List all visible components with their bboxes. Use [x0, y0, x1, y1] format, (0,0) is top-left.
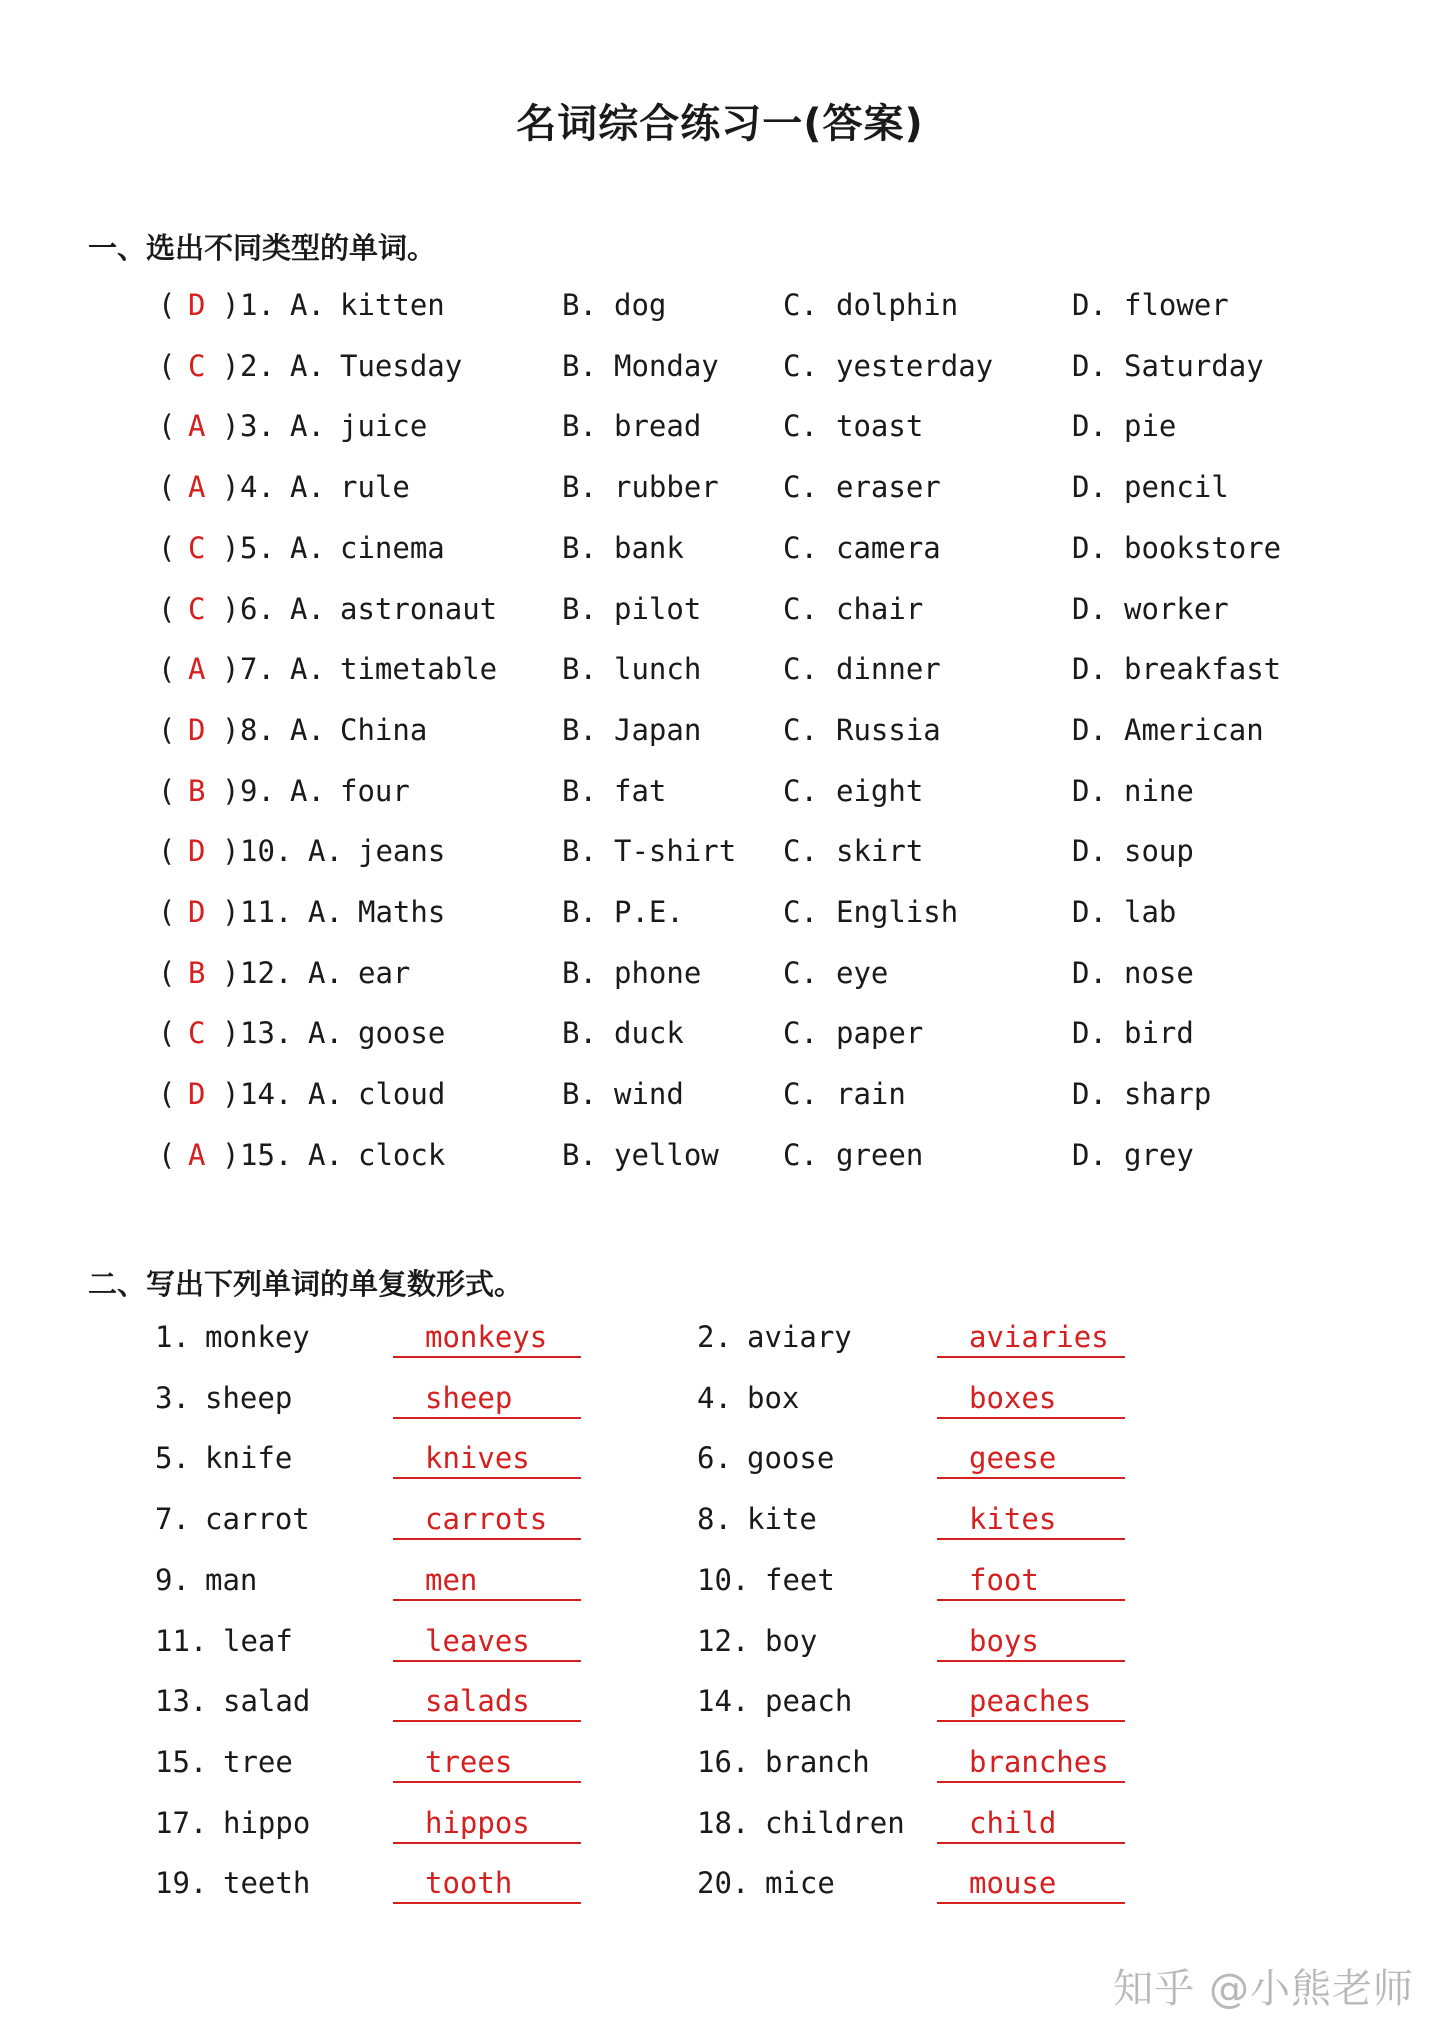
- option-d-label: D.: [1072, 288, 1107, 322]
- item-number: 17.: [155, 1805, 208, 1840]
- item-number: 7.: [155, 1502, 190, 1537]
- item-number: 1.: [155, 1320, 190, 1354]
- given-word: knife: [205, 1441, 293, 1476]
- answer-letter: D: [188, 712, 206, 747]
- paren-close: ): [222, 288, 240, 322]
- paren-close: ): [222, 348, 240, 383]
- option-b-label: B.: [562, 1016, 597, 1051]
- option-a-label: A.: [290, 652, 325, 687]
- word-row: [0, 1684, 1440, 1734]
- option-a-word: juice: [340, 409, 428, 444]
- option-d-label: D.: [1072, 470, 1107, 505]
- answer-letter: C: [188, 348, 206, 383]
- answer-letter: A: [188, 1137, 206, 1172]
- option-d-word: sharp: [1124, 1077, 1212, 1112]
- paren-close: ): [222, 409, 240, 444]
- page-title: 名词综合练习一(答案): [516, 101, 924, 147]
- option-a-label: A.: [290, 591, 325, 626]
- question-number: 9.: [240, 773, 275, 808]
- option-d-word: breakfast: [1124, 652, 1282, 687]
- option-b-word: P.E.: [614, 895, 684, 929]
- option-a-label: A.: [308, 955, 343, 990]
- answer-blank: salads: [393, 1684, 581, 1722]
- option-b-label: B.: [562, 1137, 597, 1172]
- word-row: [0, 1320, 1440, 1370]
- option-a-label: A.: [290, 712, 325, 747]
- option-a-label: A.: [308, 895, 343, 929]
- option-c-word: green: [836, 1137, 924, 1172]
- given-word: teeth: [223, 1866, 311, 1901]
- option-a-word: four: [340, 773, 410, 808]
- paren-open: (: [158, 470, 176, 505]
- question-number: 6.: [240, 591, 275, 626]
- option-a-label: A.: [290, 530, 325, 565]
- option-c-word: chair: [836, 591, 924, 626]
- option-c-label: C.: [783, 348, 818, 383]
- answer-letter: D: [188, 895, 206, 929]
- item-number: 18.: [697, 1805, 750, 1840]
- option-c-label: C.: [783, 895, 818, 929]
- given-word: feet: [765, 1562, 835, 1597]
- answer-letter: C: [188, 530, 206, 565]
- option-d-word: bookstore: [1124, 530, 1282, 565]
- given-word: hippo: [223, 1805, 311, 1840]
- paren-open: (: [158, 955, 176, 990]
- answer-letter: A: [188, 409, 206, 444]
- answer-blank: boxes: [937, 1381, 1125, 1419]
- option-b-label: B.: [562, 348, 597, 383]
- answer-blank: hippos: [393, 1806, 581, 1844]
- option-d-label: D.: [1072, 348, 1107, 383]
- question-row: [0, 713, 1440, 763]
- item-number: 6.: [697, 1441, 732, 1476]
- given-word: peach: [765, 1684, 853, 1719]
- given-word: mice: [765, 1866, 835, 1901]
- option-d-word: American: [1124, 712, 1264, 747]
- question-row: [0, 652, 1440, 702]
- option-b-word: fat: [614, 773, 667, 808]
- option-b-word: yellow: [614, 1137, 719, 1172]
- answer-blank: men: [393, 1563, 581, 1601]
- word-row: [0, 1563, 1440, 1613]
- question-number: 10.: [240, 834, 293, 869]
- paren-close: ): [222, 1016, 240, 1051]
- question-number: 15.: [240, 1137, 293, 1172]
- option-c-label: C.: [783, 955, 818, 990]
- answer-letter: B: [188, 773, 206, 808]
- option-c-word: camera: [836, 530, 941, 565]
- paren-close: ): [222, 834, 240, 869]
- option-b-label: B.: [562, 955, 597, 990]
- given-word: aviary: [747, 1320, 852, 1354]
- answer-letter: D: [188, 288, 206, 322]
- option-a-word: jeans: [358, 834, 446, 869]
- option-d-label: D.: [1072, 409, 1107, 444]
- option-c-word: toast: [836, 409, 924, 444]
- answer-letter: D: [188, 1077, 206, 1112]
- word-row: [0, 1624, 1440, 1674]
- paren-open: (: [158, 834, 176, 869]
- question-row: [0, 1016, 1440, 1066]
- item-number: 10.: [697, 1562, 750, 1597]
- answer-blank: leaves: [393, 1624, 581, 1662]
- option-a-word: China: [340, 712, 428, 747]
- option-b-word: lunch: [614, 652, 702, 687]
- option-b-word: duck: [614, 1016, 684, 1051]
- answer-blank: monkeys: [393, 1320, 581, 1358]
- item-number: 5.: [155, 1441, 190, 1476]
- option-a-label: A.: [290, 288, 325, 322]
- option-b-word: rubber: [614, 470, 719, 505]
- answer-blank: child: [937, 1806, 1125, 1844]
- option-c-label: C.: [783, 470, 818, 505]
- option-c-word: yesterday: [836, 348, 994, 383]
- option-c-label: C.: [783, 1016, 818, 1051]
- question-number: 14.: [240, 1077, 293, 1112]
- option-b-label: B.: [562, 591, 597, 626]
- option-b-word: bank: [614, 530, 684, 565]
- option-a-word: astronaut: [340, 591, 498, 626]
- option-d-label: D.: [1072, 530, 1107, 565]
- question-number: 3.: [240, 409, 275, 444]
- question-row: [0, 531, 1440, 581]
- option-a-word: rule: [340, 470, 410, 505]
- option-b-label: B.: [562, 1077, 597, 1112]
- question-number: 13.: [240, 1016, 293, 1051]
- paren-open: (: [158, 530, 176, 565]
- option-a-word: Maths: [358, 895, 446, 929]
- option-c-label: C.: [783, 652, 818, 687]
- question-number: 1.: [240, 288, 275, 322]
- word-row: [0, 1381, 1440, 1431]
- option-a-label: A.: [290, 773, 325, 808]
- option-b-word: bread: [614, 409, 702, 444]
- option-c-word: Russia: [836, 712, 941, 747]
- item-number: 4.: [697, 1380, 732, 1415]
- given-word: kite: [747, 1502, 817, 1537]
- paren-close: ): [222, 712, 240, 747]
- paren-close: ): [222, 591, 240, 626]
- answer-blank: boys: [937, 1624, 1125, 1662]
- given-word: carrot: [205, 1502, 310, 1537]
- answer-letter: B: [188, 955, 206, 990]
- option-c-word: rain: [836, 1077, 906, 1112]
- word-row: [0, 1745, 1440, 1795]
- option-a-word: cloud: [358, 1077, 446, 1112]
- paren-close: ): [222, 895, 240, 929]
- paren-open: (: [158, 895, 176, 929]
- answer-blank: sheep: [393, 1381, 581, 1419]
- word-row: [0, 1866, 1440, 1916]
- option-b-label: B.: [562, 530, 597, 565]
- option-b-word: Japan: [614, 712, 702, 747]
- word-row: [0, 1806, 1440, 1856]
- question-row: [0, 774, 1440, 824]
- option-c-word: skirt: [836, 834, 924, 869]
- option-a-label: A.: [290, 470, 325, 505]
- question-row: [0, 834, 1440, 884]
- option-d-word: grey: [1124, 1137, 1194, 1172]
- option-d-word: nose: [1124, 955, 1194, 990]
- item-number: 3.: [155, 1380, 190, 1415]
- option-b-label: B.: [562, 409, 597, 444]
- option-c-word: paper: [836, 1016, 924, 1051]
- question-number: 11.: [240, 895, 293, 929]
- option-a-label: A.: [290, 409, 325, 444]
- answer-blank: carrots: [393, 1502, 581, 1540]
- watermark: 知乎 @小熊老师: [1113, 1966, 1414, 2012]
- option-c-word: dolphin: [836, 288, 959, 322]
- paren-open: (: [158, 712, 176, 747]
- item-number: 11.: [155, 1623, 208, 1658]
- section-1-heading: 一、选出不同类型的单词。: [88, 231, 437, 265]
- question-number: 5.: [240, 530, 275, 565]
- option-d-word: lab: [1124, 895, 1177, 929]
- option-d-label: D.: [1072, 895, 1107, 929]
- option-d-word: pencil: [1124, 470, 1229, 505]
- paren-close: ): [222, 773, 240, 808]
- option-a-label: A.: [308, 834, 343, 869]
- option-c-word: eye: [836, 955, 889, 990]
- option-c-word: dinner: [836, 652, 941, 687]
- answer-blank: kites: [937, 1502, 1125, 1540]
- item-number: 9.: [155, 1562, 190, 1597]
- option-a-word: goose: [358, 1016, 446, 1051]
- paren-open: (: [158, 409, 176, 444]
- question-row: [0, 1077, 1440, 1127]
- paren-close: ): [222, 652, 240, 687]
- paren-open: (: [158, 591, 176, 626]
- question-row: [0, 349, 1440, 399]
- option-b-label: B.: [562, 288, 597, 322]
- answer-blank: trees: [393, 1745, 581, 1783]
- option-a-word: cinema: [340, 530, 445, 565]
- answer-blank: aviaries: [937, 1320, 1125, 1358]
- answer-letter: A: [188, 652, 206, 687]
- option-c-label: C.: [783, 591, 818, 626]
- option-d-word: pie: [1124, 409, 1177, 444]
- answer-blank: tooth: [393, 1866, 581, 1904]
- item-number: 20.: [697, 1866, 750, 1901]
- option-a-word: Tuesday: [340, 348, 463, 383]
- option-b-word: pilot: [614, 591, 702, 626]
- section-2-heading: 二、写出下列单词的单复数形式。: [88, 1267, 524, 1301]
- item-number: 12.: [697, 1623, 750, 1658]
- given-word: leaf: [223, 1623, 293, 1658]
- given-word: goose: [747, 1441, 835, 1476]
- option-a-word: timetable: [340, 652, 498, 687]
- item-number: 19.: [155, 1866, 208, 1901]
- answer-blank: geese: [937, 1441, 1125, 1479]
- option-c-label: C.: [783, 288, 818, 322]
- option-a-label: A.: [308, 1077, 343, 1112]
- option-d-label: D.: [1072, 1016, 1107, 1051]
- given-word: children: [765, 1805, 905, 1840]
- question-row: [0, 956, 1440, 1006]
- option-c-label: C.: [783, 712, 818, 747]
- question-number: 2.: [240, 348, 275, 383]
- question-row: [0, 288, 1440, 338]
- option-c-label: C.: [783, 409, 818, 444]
- paren-close: ): [222, 955, 240, 990]
- question-row: [0, 895, 1440, 945]
- option-d-word: soup: [1124, 834, 1194, 869]
- paren-open: (: [158, 1137, 176, 1172]
- option-d-word: worker: [1124, 591, 1229, 626]
- word-row: [0, 1441, 1440, 1491]
- question-row: [0, 592, 1440, 642]
- option-b-word: dog: [614, 288, 667, 322]
- paren-open: (: [158, 652, 176, 687]
- paren-open: (: [158, 773, 176, 808]
- paren-close: ): [222, 1137, 240, 1172]
- option-c-label: C.: [783, 1077, 818, 1112]
- option-a-label: A.: [308, 1016, 343, 1051]
- answer-letter: C: [188, 1016, 206, 1051]
- option-b-label: B.: [562, 834, 597, 869]
- item-number: 13.: [155, 1684, 208, 1719]
- given-word: monkey: [205, 1320, 310, 1354]
- answer-blank: foot: [937, 1563, 1125, 1601]
- option-c-word: English: [836, 895, 959, 929]
- option-b-word: phone: [614, 955, 702, 990]
- question-number: 12.: [240, 955, 293, 990]
- item-number: 15.: [155, 1744, 208, 1779]
- option-a-word: kitten: [340, 288, 445, 322]
- paren-open: (: [158, 1077, 176, 1112]
- option-d-word: bird: [1124, 1016, 1194, 1051]
- option-b-word: Monday: [614, 348, 719, 383]
- answer-blank: branches: [937, 1745, 1125, 1783]
- option-c-word: eraser: [836, 470, 941, 505]
- option-d-label: D.: [1072, 955, 1107, 990]
- option-d-label: D.: [1072, 1077, 1107, 1112]
- option-b-label: B.: [562, 470, 597, 505]
- option-c-label: C.: [783, 834, 818, 869]
- item-number: 16.: [697, 1744, 750, 1779]
- option-b-label: B.: [562, 652, 597, 687]
- word-row: [0, 1502, 1440, 1552]
- item-number: 14.: [697, 1684, 750, 1719]
- answer-blank: peaches: [937, 1684, 1125, 1722]
- option-c-word: eight: [836, 773, 924, 808]
- option-a-word: ear: [358, 955, 411, 990]
- question-row: [0, 1138, 1440, 1188]
- paren-open: (: [158, 288, 176, 322]
- answer-letter: C: [188, 591, 206, 626]
- answer-blank: knives: [393, 1441, 581, 1479]
- answer-letter: A: [188, 470, 206, 505]
- item-number: 8.: [697, 1502, 732, 1537]
- paren-close: ): [222, 1077, 240, 1112]
- paren-open: (: [158, 1016, 176, 1051]
- given-word: sheep: [205, 1380, 293, 1415]
- option-a-label: A.: [290, 348, 325, 383]
- paren-close: ): [222, 530, 240, 565]
- question-number: 8.: [240, 712, 275, 747]
- option-d-label: D.: [1072, 712, 1107, 747]
- answer-letter: D: [188, 834, 206, 869]
- option-c-label: C.: [783, 530, 818, 565]
- option-d-word: flower: [1124, 288, 1229, 322]
- option-a-word: clock: [358, 1137, 446, 1172]
- given-word: box: [747, 1380, 800, 1415]
- question-number: 7.: [240, 652, 275, 687]
- item-number: 2.: [697, 1320, 732, 1354]
- option-d-label: D.: [1072, 1137, 1107, 1172]
- question-row: [0, 409, 1440, 459]
- option-d-word: Saturday: [1124, 348, 1264, 383]
- option-b-label: B.: [562, 895, 597, 929]
- option-b-word: T-shirt: [614, 834, 737, 869]
- given-word: tree: [223, 1744, 293, 1779]
- paren-close: ): [222, 470, 240, 505]
- option-b-label: B.: [562, 773, 597, 808]
- option-d-label: D.: [1072, 591, 1107, 626]
- option-a-label: A.: [308, 1137, 343, 1172]
- option-c-label: C.: [783, 1137, 818, 1172]
- option-d-label: D.: [1072, 652, 1107, 687]
- paren-open: (: [158, 348, 176, 383]
- given-word: salad: [223, 1684, 311, 1719]
- given-word: boy: [765, 1623, 818, 1658]
- option-d-word: nine: [1124, 773, 1194, 808]
- option-c-label: C.: [783, 773, 818, 808]
- question-number: 4.: [240, 470, 275, 505]
- option-b-label: B.: [562, 712, 597, 747]
- option-d-label: D.: [1072, 773, 1107, 808]
- question-row: [0, 470, 1440, 520]
- given-word: man: [205, 1562, 258, 1597]
- option-b-word: wind: [614, 1077, 684, 1112]
- given-word: branch: [765, 1744, 870, 1779]
- option-d-label: D.: [1072, 834, 1107, 869]
- answer-blank: mouse: [937, 1866, 1125, 1904]
